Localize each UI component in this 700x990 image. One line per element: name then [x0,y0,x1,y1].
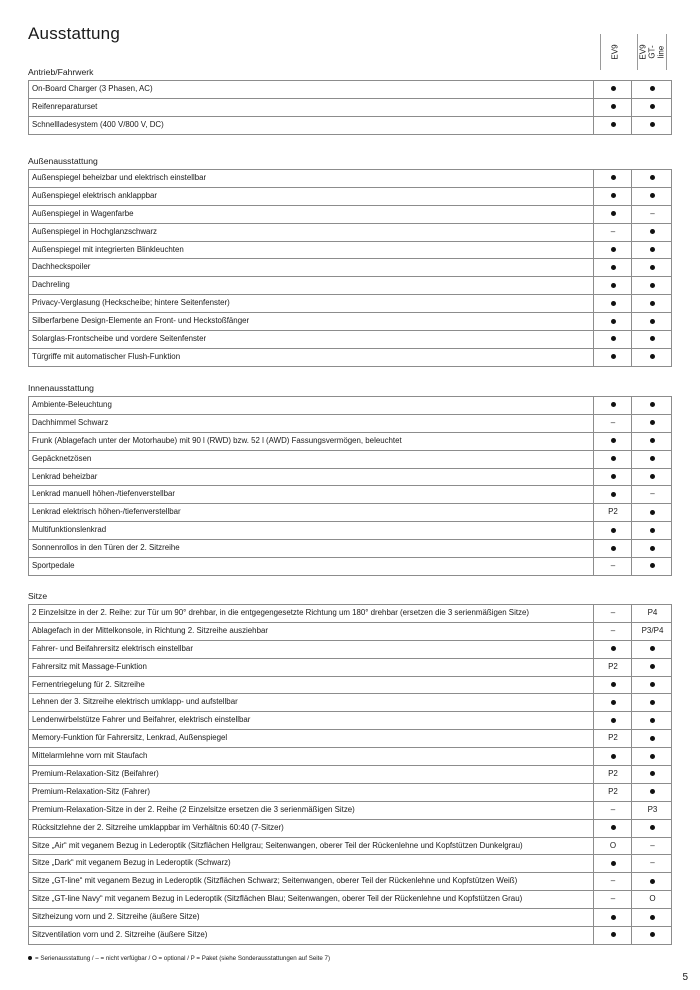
standard-dot-icon [650,718,655,723]
availability-gt [631,313,673,330]
table-row [28,677,672,695]
table-row [28,451,672,469]
availability-gt [631,730,673,747]
feature-label: Lenkrad elektrisch höhen-/tiefenverstellbar [32,507,181,517]
table-row [28,415,672,433]
availability-ev9 [593,170,632,187]
availability-ev9 [593,188,632,205]
standard-dot-icon [650,265,655,270]
availability-gt: P3/P4 [631,623,673,640]
standard-dot-icon [650,682,655,687]
table-row [28,81,672,99]
availability-gt [631,469,673,486]
feature-label: Sitzheizung vorn und 2. Sitzreihe (äußere Sitze) [32,912,200,922]
feature-label: Premium-Relaxation-Sitze in der 2. Reihe (2 Einzelsitze ersetzen die 3 serienmäßigen Sitze) [32,804,355,814]
table-row [28,766,672,784]
standard-dot-icon [611,247,616,252]
section-title: Antrieb/Fahrwerk [28,67,94,77]
standard-dot-icon [650,175,655,180]
standard-dot-icon [650,229,655,234]
availability-gt [631,558,673,575]
availability-gt: P4 [631,605,673,622]
feature-label: Lehnen der 3. Sitzreihe elektrisch umklapp- und aufstellbar [32,697,238,707]
table-row [28,558,672,576]
availability-ev9: P2 [593,504,632,521]
table-row [28,694,672,712]
page-title: Ausstattung [28,24,120,43]
availability-gt [631,522,673,539]
column-header-ev9-gt-line [637,34,667,70]
availability-ev9 [593,748,632,765]
standard-dot-icon [611,301,616,306]
availability-ev9: P2 [593,766,632,783]
standard-dot-icon [650,247,655,252]
availability-ev9 [593,909,632,926]
table-row [28,605,672,623]
standard-dot-icon [611,528,616,533]
availability-ev9 [593,927,632,944]
availability-ev9: – [593,873,632,890]
availability-gt [631,349,673,366]
table-row [28,927,672,945]
table-row [28,504,672,522]
standard-dot-icon [611,861,616,866]
availability-gt [631,170,673,187]
standard-dot-icon [650,420,655,425]
standard-dot-icon [650,86,655,91]
feature-label: Memory-Funktion für Fahrersitz, Lenkrad, Außenspiegel [32,733,228,743]
section [28,155,672,367]
table-row [28,891,672,909]
feature-label: Privacy-Verglasung (Heckscheibe; hintere Seitenfenster) [32,298,230,308]
availability-gt [631,540,673,557]
availability-gt [631,504,673,521]
equipment-table [28,396,672,576]
feature-label: Außenspiegel beheizbar und elektrisch einstellbar [32,173,207,182]
standard-dot-icon [650,700,655,705]
availability-ev9 [593,451,632,468]
availability-gt [631,784,673,801]
column-header-ev9-label: EV9 [610,44,620,60]
standard-dot-icon [650,402,655,407]
standard-dot-icon [611,319,616,324]
table-row [28,469,672,487]
feature-label: Außenspiegel in Hochglanzschwarz [32,226,158,236]
feature-label: On-Board Charger (3 Phasen, AC) [32,84,153,93]
section [28,590,672,945]
standard-dot-icon [650,646,655,651]
feature-label: Außenspiegel mit integrierten Blinkleuchten [32,244,184,254]
standard-dot-icon [611,86,616,91]
table-row [28,623,672,641]
table-row [28,331,672,349]
feature-label: Silberfarbene Design-Elemente an Front- und Heckstoßfänger [32,316,250,326]
availability-ev9: P2 [593,784,632,801]
availability-ev9 [593,641,632,658]
availability-ev9 [593,855,632,872]
standard-dot-icon [650,546,655,551]
table-row [28,242,672,260]
table-row [28,712,672,730]
standard-dot-icon [650,193,655,198]
table-row [28,295,672,313]
standard-dot-icon [611,646,616,651]
availability-ev9 [593,81,632,98]
standard-dot-icon [611,402,616,407]
feature-label: Schnellladesystem (400 V/800 V, DC) [32,119,164,129]
standard-dot-icon [650,283,655,288]
availability-ev9 [593,433,632,450]
feature-label: Sitze „GT-line Navy“ mit veganem Bezug in Lederoptik (Sitzflächen Blau; Seitenwangen, oberer Teil der Rückenlehne und Kopfstützen Grau) [32,894,523,904]
availability-ev9: – [593,224,632,241]
feature-label: Ablagefach in der Mittelkonsole, in Richtung 2. Sitzreihe ausziehbar [32,625,268,635]
table-row [28,277,672,295]
availability-gt [631,820,673,837]
availability-ev9 [593,277,632,294]
standard-dot-icon [611,336,616,341]
feature-label: 2 Einzelsitze in der 2. Reihe: zur Tür um 90° drehbar, in die entgegengesetzte Richtung um 180° drehbar (ersetzen die 3 serienmäßigen Sitze) [32,608,529,617]
standard-dot-icon [611,825,616,830]
standard-dot-icon [650,336,655,341]
standard-dot-icon [611,915,616,920]
availability-ev9 [593,540,632,557]
availability-gt [631,433,673,450]
availability-ev9 [593,522,632,539]
standard-dot-icon [611,546,616,551]
table-row [28,873,672,891]
feature-label: Außenspiegel elektrisch anklappbar [32,190,158,200]
standard-dot-icon [650,456,655,461]
table-row [28,659,672,677]
availability-gt [631,81,673,98]
feature-label: Lenkrad beheizbar [32,471,98,481]
standard-dot-icon [650,563,655,568]
feature-label: Gepäcknetzösen [32,453,92,463]
availability-gt: – [631,206,673,223]
feature-label: Lenkrad manuell höhen-/tiefenverstellbar [32,489,175,499]
availability-ev9: P2 [593,659,632,676]
feature-label: Sonnenrollos in den Türen der 2. Sitzreihe [32,543,180,553]
standard-dot-icon [611,932,616,937]
availability-gt [631,748,673,765]
equipment-table [28,80,672,135]
standard-dot-icon [611,193,616,198]
page-number: 5 [682,972,688,983]
section-title: Sitze [28,591,48,601]
feature-label: Dachheckspoiler [32,262,91,272]
table-row [28,206,672,224]
availability-gt [631,712,673,729]
availability-gt: O [631,891,673,908]
availability-ev9 [593,469,632,486]
feature-label: Solarglas-Frontscheibe und vordere Seitenfenster [32,334,207,344]
feature-label: Sitze „GT-line“ mit veganem Bezug in Lederoptik (Sitzflächen Schwarz; Seitenwangen, oberer Teil der Rückenlehne und Kopfstützen Weiß) [32,876,518,886]
feature-label: Premium-Relaxation-Sitz (Beifahrer) [32,769,159,779]
availability-ev9 [593,677,632,694]
availability-gt [631,677,673,694]
availability-gt [631,242,673,259]
table-row [28,486,672,504]
table-row [28,170,672,188]
availability-gt [631,188,673,205]
feature-label: Premium-Relaxation-Sitz (Fahrer) [32,786,150,796]
table-row [28,224,672,242]
feature-label: Fahrer- und Beifahrersitz elektrisch einstellbar [32,643,193,653]
availability-gt [631,415,673,432]
legend-text: = Serienausstattung / – = nicht verfügbar / O = optional / P = Paket (siehe Sonderausstattungen auf Seite 7) [35,955,331,962]
availability-ev9 [593,331,632,348]
feature-label: Mittelarmlehne vorn mit Staufach [32,751,148,761]
feature-label: Ambiente-Beleuchtung [32,400,112,409]
table-row [28,855,672,873]
availability-ev9: – [593,623,632,640]
availability-ev9 [593,349,632,366]
availability-gt [631,927,673,944]
availability-ev9: – [593,605,632,622]
standard-dot-icon [611,354,616,359]
availability-ev9 [593,313,632,330]
table-row [28,117,672,135]
table-row [28,259,672,277]
standard-dot-icon [650,319,655,324]
column-header-ev9 [600,34,629,70]
availability-gt [631,451,673,468]
standard-dot-icon [650,104,655,109]
table-row [28,522,672,540]
standard-dot-icon [611,456,616,461]
feature-label: Sitze „Dark“ mit veganem Bezug in Lederoptik (Schwarz) [32,858,231,868]
availability-ev9 [593,486,632,503]
availability-gt [631,259,673,276]
table-row [28,540,672,558]
standard-dot-icon [650,915,655,920]
standard-dot-icon [650,736,655,741]
standard-dot-icon [650,438,655,443]
standard-dot-icon [611,754,616,759]
availability-gt [631,909,673,926]
availability-gt: – [631,486,673,503]
table-row [28,838,672,856]
section-title: Innenausstattung [28,383,94,393]
availability-gt [631,397,673,414]
standard-dot-icon [611,492,616,497]
availability-gt: P3 [631,802,673,819]
equipment-table [28,604,672,945]
table-row [28,99,672,117]
legend [28,955,330,962]
availability-gt [631,224,673,241]
availability-gt [631,873,673,890]
table-row [28,748,672,766]
standard-dot-icon [650,354,655,359]
standard-dot-icon [611,474,616,479]
availability-gt [631,659,673,676]
feature-label: Sitze „Air“ mit veganem Bezug in Lederoptik (Sitzflächen Hellgrau; Seitenwangen, oberer Teil der Rückenlehne und Kopfstützen Dunkelgrau) [32,840,523,850]
standard-dot-icon [650,771,655,776]
standard-dot-icon [650,825,655,830]
availability-ev9 [593,295,632,312]
feature-label: Außenspiegel in Wagenfarbe [32,208,134,218]
standard-dot-icon [611,283,616,288]
column-header-ev9-gt-line-label: EV9 GT-line [638,44,666,60]
standard-dot-icon [28,956,32,960]
feature-label: Fernentriegelung für 2. Sitzreihe [32,679,145,689]
feature-label: Dachhimmel Schwarz [32,417,109,427]
table-row [28,802,672,820]
availability-gt [631,295,673,312]
standard-dot-icon [611,682,616,687]
feature-label: Sitzventilation vorn und 2. Sitzreihe (äußere Sitze) [32,930,208,940]
feature-label: Frunk (Ablagefach unter der Motorhaube) mit 90 l (RWD) bzw. 52 l (AWD) Fassungsvermögen, beleuchtet [32,435,402,445]
availability-ev9 [593,206,632,223]
availability-ev9 [593,259,632,276]
availability-ev9 [593,820,632,837]
standard-dot-icon [611,211,616,216]
standard-dot-icon [611,265,616,270]
availability-gt [631,641,673,658]
availability-ev9 [593,99,632,116]
standard-dot-icon [611,104,616,109]
availability-ev9: – [593,802,632,819]
availability-gt [631,766,673,783]
standard-dot-icon [650,879,655,884]
availability-ev9 [593,694,632,711]
availability-gt [631,277,673,294]
standard-dot-icon [611,718,616,723]
table-row [28,188,672,206]
standard-dot-icon [650,754,655,759]
standard-dot-icon [650,474,655,479]
equipment-table [28,169,672,367]
table-row [28,397,672,415]
feature-label: Fahrersitz mit Massage-Funktion [32,661,147,671]
availability-ev9 [593,712,632,729]
availability-gt [631,331,673,348]
standard-dot-icon [611,175,616,180]
section [28,66,672,135]
standard-dot-icon [650,664,655,669]
table-row [28,349,672,367]
availability-ev9: P2 [593,730,632,747]
availability-gt [631,117,673,134]
standard-dot-icon [650,510,655,515]
availability-ev9: – [593,558,632,575]
availability-gt: – [631,855,673,872]
availability-gt [631,99,673,116]
availability-gt [631,694,673,711]
feature-label: Reifenreparaturset [32,101,98,111]
section-title: Außenausstattung [28,156,98,166]
feature-label: Sportpedale [32,561,75,571]
standard-dot-icon [650,528,655,533]
standard-dot-icon [611,438,616,443]
table-row [28,433,672,451]
availability-ev9: – [593,891,632,908]
feature-label: Dachreling [32,280,70,290]
standard-dot-icon [650,932,655,937]
section [28,382,672,576]
availability-ev9 [593,117,632,134]
table-row [28,784,672,802]
availability-ev9 [593,397,632,414]
table-row [28,313,672,331]
table-row [28,730,672,748]
availability-ev9: O [593,838,632,855]
availability-gt: – [631,838,673,855]
standard-dot-icon [650,122,655,127]
standard-dot-icon [611,122,616,127]
table-row [28,909,672,927]
standard-dot-icon [650,789,655,794]
feature-label: Lendenwirbelstütze Fahrer und Beifahrer, elektrisch einstellbar [32,715,251,725]
standard-dot-icon [611,700,616,705]
table-row [28,820,672,838]
feature-label: Türgriffe mit automatischer Flush-Funktion [32,351,181,361]
availability-ev9: – [593,415,632,432]
standard-dot-icon [650,301,655,306]
availability-ev9 [593,242,632,259]
feature-label: Multifunktionslenkrad [32,525,107,535]
feature-label: Rücksitzlehne der 2. Sitzreihe umklappbar im Verhältnis 60:40 (7-Sitzer) [32,822,284,832]
table-row [28,641,672,659]
